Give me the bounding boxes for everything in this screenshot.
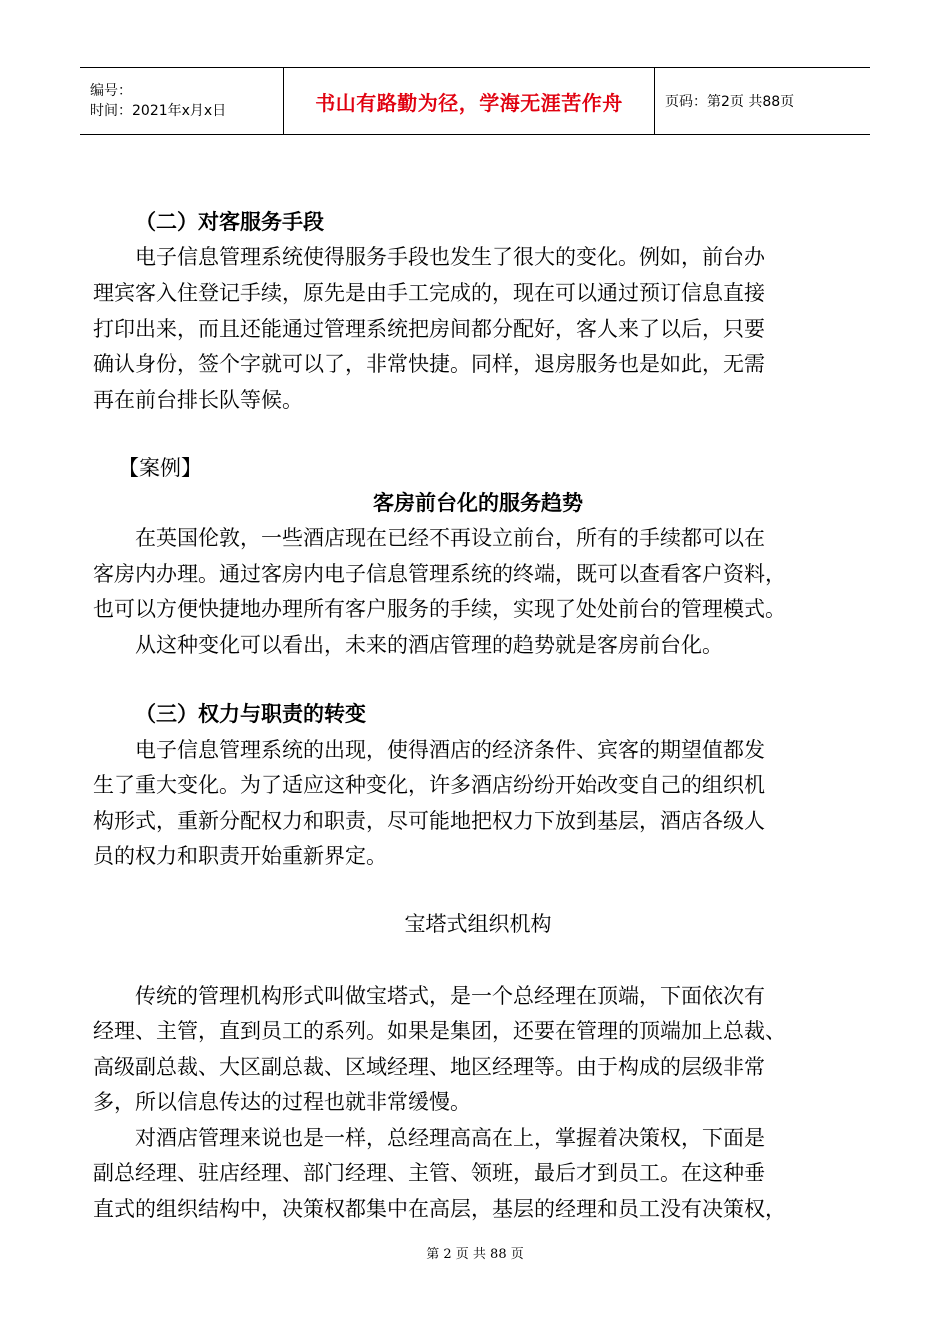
- paragraph-line: 多，所以信息传达的过程也就非常缓慢。: [93, 1090, 471, 1114]
- paragraph-line: 电子信息管理系统使得服务手段也发生了很大的变化。例如，前台办: [135, 245, 765, 269]
- case-title: 客房前台化的服务趋势: [373, 491, 583, 515]
- paragraph-line: 生了重大变化。为了适应这种变化，许多酒店纷纷开始改变自己的组织机: [93, 773, 765, 797]
- paragraph-line: 确认身份，签个字就可以了，非常快捷。同样，退房服务也是如此，无需: [93, 352, 765, 376]
- page-header: [80, 67, 870, 135]
- paragraph-line: 在英国伦敦，一些酒店现在已经不再设立前台，所有的手续都可以在: [135, 526, 765, 550]
- paragraph-line: 也可以方便快捷地办理所有客户服务的手续，实现了处处前台的管理模式。: [93, 597, 786, 621]
- header-left: [80, 68, 283, 134]
- header-right: [655, 68, 870, 134]
- paragraph-line: 副总经理、驻店经理、部门经理、主管、领班，最后才到员工。在这种垂: [93, 1161, 765, 1185]
- paragraph-line: 对酒店管理来说也是一样，总经理高高在上，掌握着决策权，下面是: [135, 1126, 765, 1150]
- date-label: 时间：2021年x月x日: [90, 103, 227, 119]
- paragraph-line: 客房内办理。通过客房内电子信息管理系统的终端，既可以查看客户资料，: [93, 562, 786, 586]
- page-info: 页码：第2页 共88页: [665, 94, 795, 110]
- paragraph-line: 经理、主管，直到员工的系列。如果是集团，还要在管理的顶端加上总裁、: [93, 1019, 786, 1043]
- header-middle: [283, 68, 655, 134]
- section-3-title: （三）权力与职责的转变: [135, 702, 366, 726]
- pagoda-title: 宝塔式组织机构: [404, 912, 552, 936]
- paragraph-line: 员的权力和职责开始重新界定。: [93, 844, 387, 868]
- paragraph-line: 从这种变化可以看出，未来的酒店管理的趋势就是客房前台化。: [135, 633, 723, 657]
- case-label: 【案例】: [118, 456, 202, 480]
- motto-text: 书山有路勤为径，学海无涯苦作舟: [315, 90, 623, 115]
- paragraph-line: 直式的组织结构中，决策权都集中在高层，基层的经理和员工没有决策权，: [93, 1197, 786, 1221]
- paragraph-line: 构形式，重新分配权力和职责，尽可能地把权力下放到基层，酒店各级人: [93, 809, 765, 833]
- number-label: 编号：: [90, 83, 132, 99]
- paragraph-line: 再在前台排长队等候。: [93, 388, 303, 412]
- paragraph-line: 高级副总裁、大区副总裁、区域经理、地区经理等。由于构成的层级非常: [93, 1055, 765, 1079]
- paragraph-line: 打印出来，而且还能通过管理系统把房间都分配好，客人来了以后，只要: [93, 317, 765, 341]
- page-footer: 第 2 页 共 88 页: [426, 1247, 524, 1262]
- section-2-title: （二）对客服务手段: [135, 210, 324, 234]
- paragraph-line: 传统的管理机构形式叫做宝塔式，是一个总经理在顶端，下面依次有: [135, 984, 765, 1008]
- paragraph-line: 理宾客入住登记手续，原先是由手工完成的，现在可以通过预订信息直接: [93, 281, 765, 305]
- paragraph-line: 电子信息管理系统的出现，使得酒店的经济条件、宾客的期望值都发: [135, 738, 765, 762]
